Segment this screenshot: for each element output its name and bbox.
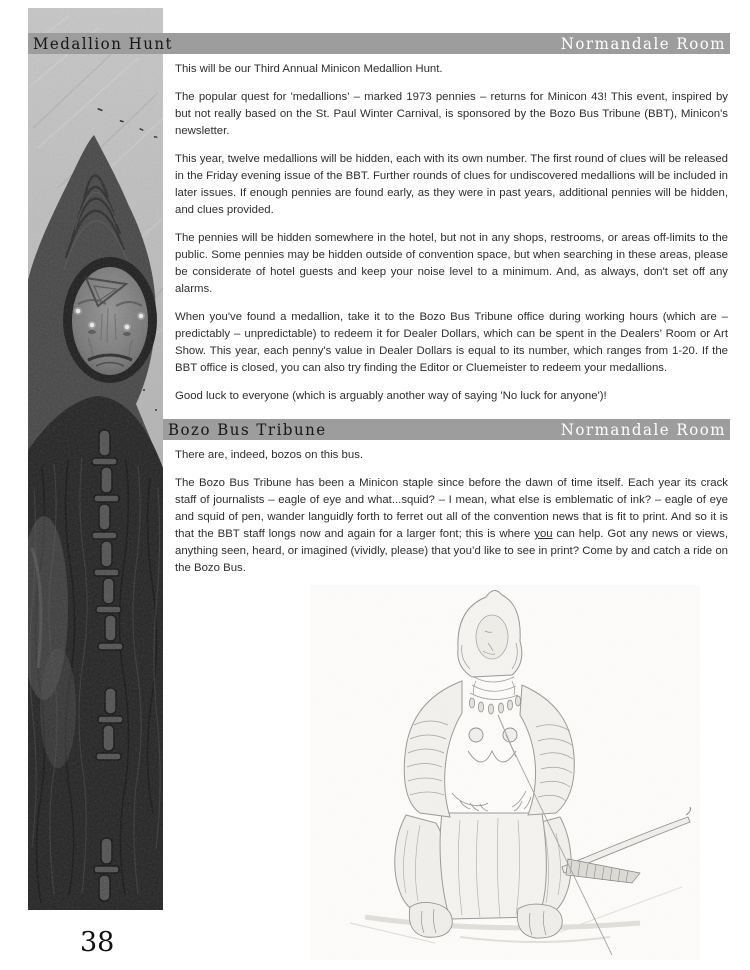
paragraph <box>175 475 728 577</box>
page-number: 38 <box>80 927 115 958</box>
paragraph: This year, twelve medallions will be hidden, each with its own number. The first round of clues will be released in the Friday evening issue of the BBT. Further rounds of clues for undiscovered medallions will be included in later issues. If enough pennies are found early, as they were in past years, additional pennies will be hidden, and clues provided. <box>175 153 728 216</box>
paragraph: The pennies will be hidden somewhere in the hotel, but not in any shops, restrooms, or areas off-limits to the public. Some pennies may be hidden outside of convention space, but when searching in these areas, please be considerate of hotel guests and keep your noise level to a minimum. And, as always, don't set off any alarms. <box>175 232 728 295</box>
underlined-word: you <box>534 528 553 540</box>
section-header-bozo-bus-tribune <box>163 419 730 440</box>
medallion-hunt-text <box>175 61 728 416</box>
room-label: Normandale Room <box>560 34 726 53</box>
bozo-bus-tribune-text <box>175 447 728 588</box>
paragraph: When you've found a medallion, take it to the Bozo Bus Tribune office during working hours (which are – predictably – unpredictable) to redeem it for Dealer Dollars, which can be spent in the Dealers’ Room or Art Show. This year, each penny's value in Dealer Dollars is equal to its number, which ranges from 1-20. If the BBT office is closed, you can also try finding the Editor or Cluemeister to redeem your medallions. <box>175 311 728 374</box>
paragraph-part: The Bozo Bus Tribune has been a Minicon staple since before the dawn of time itself. Each year its crack staff of journalists – eagle of eye and what...squid? – I mean, what else is emblematic of ink? – eagle of eye and squid of pen, wander languidly forth to ferret out all of the convention news that is fit to print. And so it is that the BBT staff longs now and again for a larger font; this is where <box>175 477 728 540</box>
section-title: Medallion Hunt <box>33 34 174 53</box>
paragraph: Good luck to everyone (which is arguably another way of saying 'No luck for anyone')! <box>175 390 607 402</box>
section-header-medallion-hunt <box>28 33 730 54</box>
left-illustration-hooded-figure <box>28 8 163 910</box>
paragraph: This will be our Third Annual Minicon Medallion Hunt. <box>175 63 443 75</box>
paragraph: The popular quest for 'medallions' – marked 1973 pennies – returns for Minicon 43! This event, inspired by but not really based on the St. Paul Winter Carnival, is sponsored by the Bozo Bus Tribune (BBT), Minicon's newsletter. <box>175 91 728 137</box>
section-title: Bozo Bus Tribune <box>168 420 327 439</box>
paragraph: There are, indeed, bozos on this bus. <box>175 449 364 461</box>
paragraph-part: can help. Got any news or views, anything seen, heard, or imagined (vividly, please) that you’d like to see in print? Come by and catch a ride on the Bozo Bus. <box>175 528 728 574</box>
bottom-illustration-seated-figure <box>310 585 700 960</box>
room-label: Normandale Room <box>560 420 726 439</box>
